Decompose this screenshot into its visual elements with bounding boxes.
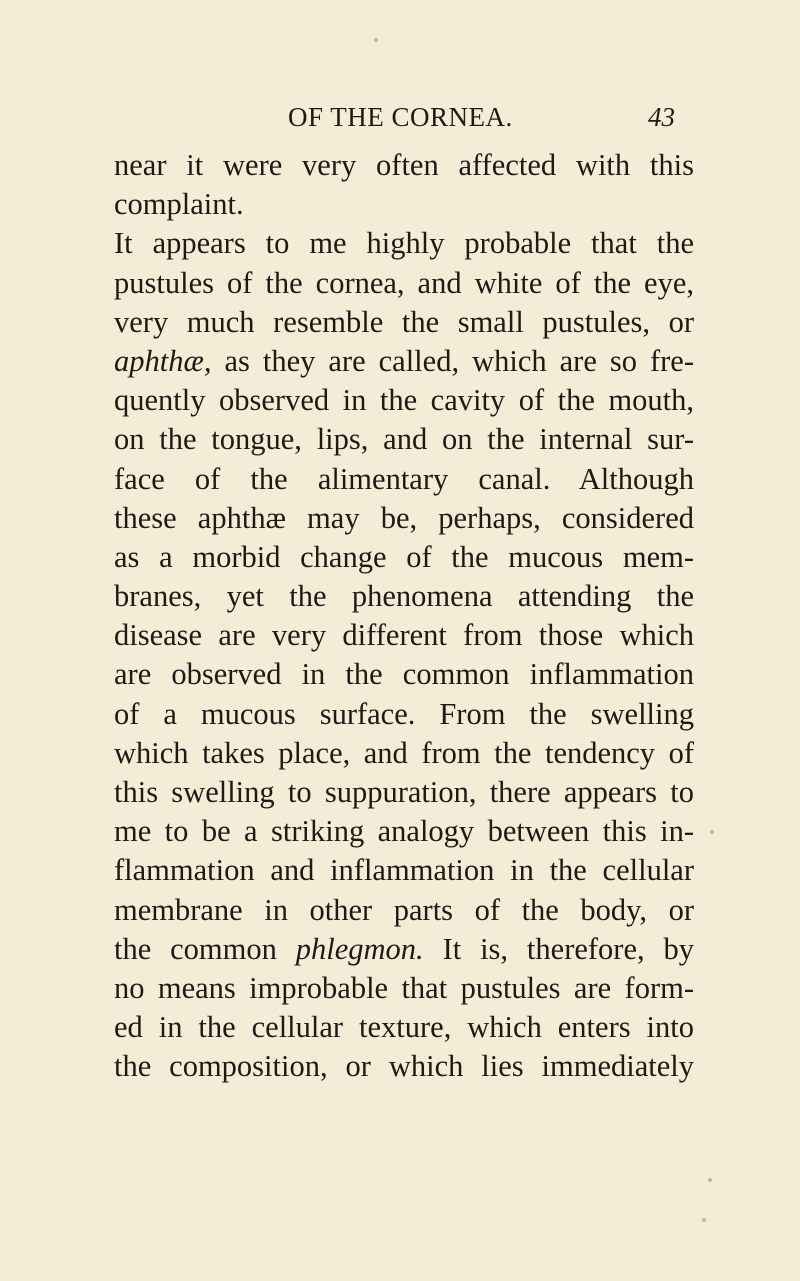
text-line: very much resemble the small pustules, or [114,304,694,339]
text-line: flammation and inflammation in the cellular [114,853,694,888]
text-fragment: the common [114,931,296,966]
text-line: these aphthæ may be, perhaps, considered [114,500,694,535]
text-line: on the tongue, lips, and on the internal sur- [114,422,694,457]
paper-speck [710,830,714,834]
text-line: near it were very often affected with this [114,148,694,182]
italic-term: phlegmon. [295,931,424,966]
page-header [0,102,800,142]
text-line: this swelling to suppuration, there appears to [114,775,694,809]
text-line: of a mucous surface. From the swelling [114,696,694,731]
text-line: pustules of the cornea, and white of the eye, [114,265,694,300]
paper-speck [374,38,378,42]
text-line: ed in the cellular texture, which enters into [114,1010,694,1045]
page-number: 43 [648,102,675,132]
paper-speck [702,1218,706,1222]
text-line: no means improbable that pustules are form- [114,970,694,1005]
text-line: which takes place, and from the tendency of [114,735,694,770]
text-line [114,342,694,381]
text-line: branes, yet the phenomena attending the [114,579,694,614]
running-title: OF THE CORNEA. [288,102,513,132]
text-line: me to be a striking analogy between this in- [114,814,694,849]
text-line: face of the alimentary canal. Although [114,461,694,496]
text-line [114,930,694,969]
text-line: complaint. [114,187,244,222]
body-text [114,146,694,1087]
text-line: quently observed in the cavity of the mouth, [114,383,694,418]
text-line: are observed in the common inflammation [114,657,694,692]
text-line: as a morbid change of the mucous mem- [114,539,694,574]
text-line: membrane in other parts of the body, or [114,892,694,927]
text-line: the composition, or which lies immediately [114,1049,694,1084]
text-line: It appears to me highly probable that the [114,226,694,261]
text-fragment: It is, therefore, by [423,931,694,966]
italic-term: aphthæ, [114,343,212,378]
text-line: disease are very different from those which [114,618,694,653]
text-fragment: as they are called, which are so fre- [211,343,694,378]
paper-speck [708,1178,712,1182]
